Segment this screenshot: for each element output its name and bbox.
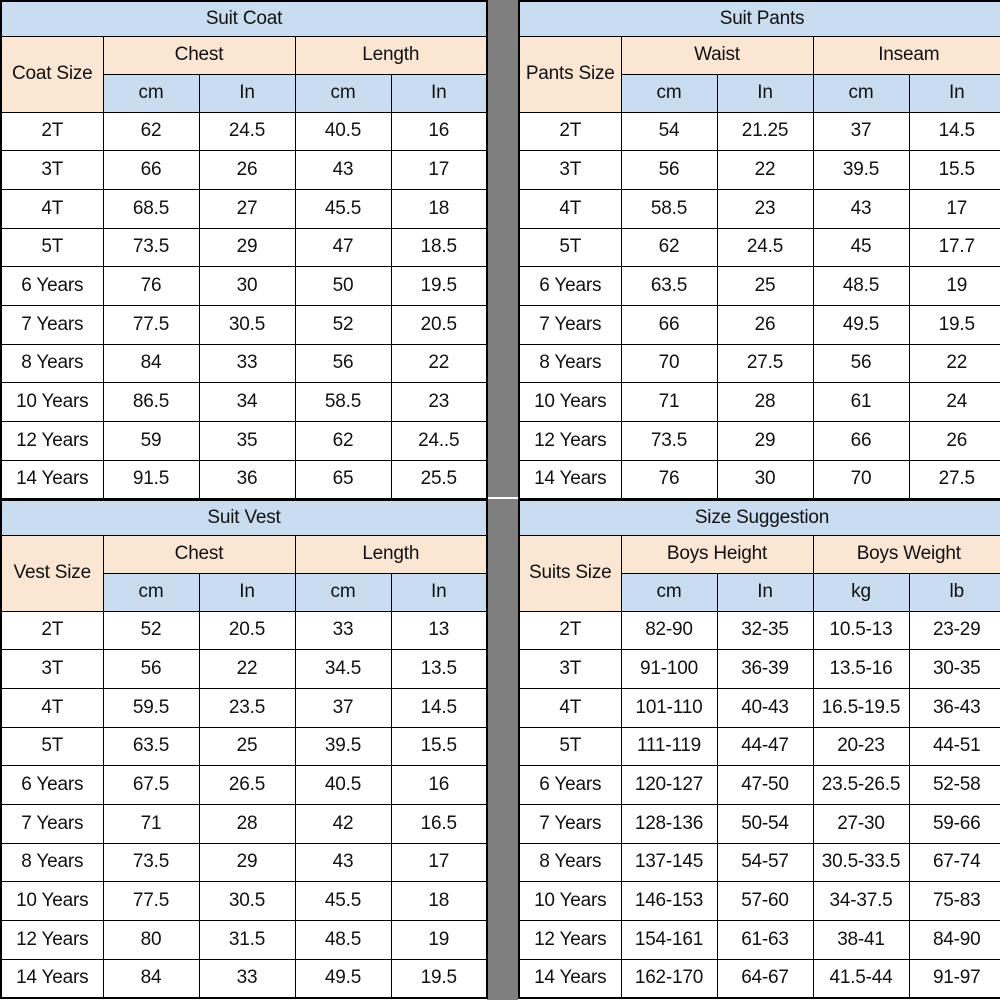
measurement-cell: 63.5 (621, 267, 717, 306)
unit-header: cm (103, 74, 199, 112)
measurement-cell: 36 (199, 460, 295, 499)
size-label-cell: 10 Years (1, 383, 103, 422)
measurement-cell: 59-66 (909, 804, 1000, 843)
unit-header: In (909, 74, 1000, 112)
size-label-cell: 3T (1, 650, 103, 689)
group-header-row (1, 36, 487, 74)
measurement-cell: 56 (295, 344, 391, 383)
measurement-cell: 62 (621, 228, 717, 267)
table-row (519, 959, 1000, 998)
measurement-cell: 14.5 (391, 688, 487, 727)
measurement-cell: 49.5 (295, 959, 391, 998)
measurement-cell: 77.5 (103, 882, 199, 921)
measurement-cell: 45 (813, 228, 909, 267)
measurement-cell: 30 (199, 267, 295, 306)
measurement-cell: 29 (199, 843, 295, 882)
size-label-cell: 5T (519, 727, 621, 766)
measurement-cell: 162-170 (621, 959, 717, 998)
table-row (1, 344, 487, 383)
measurement-cell: 33 (199, 959, 295, 998)
measurement-cell: 25 (199, 727, 295, 766)
table-row (1, 650, 487, 689)
measurement-cell: 16.5-19.5 (813, 688, 909, 727)
table-title: Suit Pants (519, 1, 1000, 36)
unit-header: lb (909, 573, 1000, 611)
measurement-cell: 59 (103, 422, 199, 461)
measurement-cell: 48.5 (813, 267, 909, 306)
measurement-cell: 39.5 (813, 151, 909, 190)
measurement-cell: 27.5 (717, 344, 813, 383)
table-row (1, 804, 487, 843)
measurement-cell: 61 (813, 383, 909, 422)
unit-header: In (717, 74, 813, 112)
table-title: Suit Coat (1, 1, 487, 36)
size-suggestion-table (518, 499, 1000, 999)
measurement-group-header: Length (295, 535, 487, 573)
size-label-cell: 10 Years (519, 882, 621, 921)
measurement-cell: 62 (295, 422, 391, 461)
measurement-cell: 56 (813, 344, 909, 383)
table-row (519, 843, 1000, 882)
measurement-cell: 19.5 (391, 959, 487, 998)
measurement-cell: 19 (391, 921, 487, 960)
table-row (1, 112, 487, 151)
size-label-cell: 2T (1, 611, 103, 650)
unit-header: cm (621, 74, 717, 112)
size-label-cell: 5T (519, 228, 621, 267)
size-label-cell: 4T (519, 688, 621, 727)
measurement-cell: 17 (391, 151, 487, 190)
measurement-group-header: Chest (103, 535, 295, 573)
measurement-cell: 37 (295, 688, 391, 727)
measurement-cell: 50 (295, 267, 391, 306)
measurement-cell: 40-43 (717, 688, 813, 727)
measurement-cell: 73.5 (103, 843, 199, 882)
measurement-cell: 33 (199, 344, 295, 383)
measurement-cell: 70 (621, 344, 717, 383)
measurement-cell: 82-90 (621, 611, 717, 650)
measurement-cell: 63.5 (103, 727, 199, 766)
measurement-cell: 154-161 (621, 921, 717, 960)
suit-coat-table (0, 0, 488, 500)
measurement-cell: 26.5 (199, 766, 295, 805)
table-row (519, 383, 1000, 422)
measurement-cell: 26 (199, 151, 295, 190)
table-row (519, 650, 1000, 689)
measurement-cell: 41.5-44 (813, 959, 909, 998)
measurement-cell: 25 (717, 267, 813, 306)
measurement-cell: 37 (813, 112, 909, 151)
size-label-cell: 5T (1, 228, 103, 267)
measurement-cell: 30.5 (199, 305, 295, 344)
measurement-cell: 50-54 (717, 804, 813, 843)
measurement-cell: 59.5 (103, 688, 199, 727)
measurement-cell: 27 (199, 189, 295, 228)
table-row (519, 460, 1000, 499)
measurement-cell: 16 (391, 766, 487, 805)
measurement-cell: 66 (813, 422, 909, 461)
unit-header: cm (813, 74, 909, 112)
measurement-cell: 13.5-16 (813, 650, 909, 689)
measurement-cell: 137-145 (621, 843, 717, 882)
measurement-cell: 34 (199, 383, 295, 422)
measurement-cell: 26 (717, 305, 813, 344)
measurement-cell: 31.5 (199, 921, 295, 960)
size-label-cell: 4T (519, 189, 621, 228)
measurement-cell: 19 (909, 267, 1000, 306)
measurement-cell: 25.5 (391, 460, 487, 499)
unit-header: cm (621, 573, 717, 611)
measurement-group-header: Length (295, 36, 487, 74)
table-row (519, 112, 1000, 151)
measurement-cell: 56 (621, 151, 717, 190)
measurement-cell: 70 (813, 460, 909, 499)
unit-header: In (199, 74, 295, 112)
measurement-cell: 33 (295, 611, 391, 650)
measurement-cell: 101-110 (621, 688, 717, 727)
measurement-cell: 27.5 (909, 460, 1000, 499)
measurement-cell: 20-23 (813, 727, 909, 766)
measurement-cell: 23.5-26.5 (813, 766, 909, 805)
table-row (1, 882, 487, 921)
size-label-cell: 8 Years (1, 843, 103, 882)
measurement-cell: 17.7 (909, 228, 1000, 267)
measurement-cell: 28 (717, 383, 813, 422)
size-column-header: Suits Size (519, 535, 621, 611)
measurement-cell: 52-58 (909, 766, 1000, 805)
title-row (519, 500, 1000, 535)
measurement-cell: 22 (199, 650, 295, 689)
table-row (519, 189, 1000, 228)
table-row (1, 921, 487, 960)
unit-header: kg (813, 573, 909, 611)
title-row (519, 1, 1000, 36)
table-row (519, 305, 1000, 344)
group-header-row (519, 535, 1000, 573)
table-row (519, 267, 1000, 306)
measurement-cell: 66 (103, 151, 199, 190)
measurement-cell: 62 (103, 112, 199, 151)
measurement-cell: 32-35 (717, 611, 813, 650)
measurement-cell: 65 (295, 460, 391, 499)
measurement-cell: 24.5 (199, 112, 295, 151)
measurement-cell: 34-37.5 (813, 882, 909, 921)
measurement-cell: 28 (199, 804, 295, 843)
size-label-cell: 7 Years (1, 804, 103, 843)
measurement-cell: 36-39 (717, 650, 813, 689)
measurement-cell: 84 (103, 344, 199, 383)
measurement-cell: 30 (717, 460, 813, 499)
measurement-cell: 76 (103, 267, 199, 306)
table-row (519, 882, 1000, 921)
table-row (1, 228, 487, 267)
size-label-cell: 3T (519, 650, 621, 689)
measurement-cell: 17 (909, 189, 1000, 228)
measurement-cell: 146-153 (621, 882, 717, 921)
measurement-cell: 75-83 (909, 882, 1000, 921)
size-label-cell: 12 Years (519, 422, 621, 461)
measurement-cell: 19.5 (909, 305, 1000, 344)
size-label-cell: 10 Years (1, 882, 103, 921)
measurement-cell: 22 (717, 151, 813, 190)
unit-header: cm (295, 573, 391, 611)
measurement-cell: 27-30 (813, 804, 909, 843)
measurement-cell: 120-127 (621, 766, 717, 805)
measurement-cell: 45.5 (295, 189, 391, 228)
measurement-group-header: Waist (621, 36, 813, 74)
table-row (519, 344, 1000, 383)
measurement-cell: 10.5-13 (813, 611, 909, 650)
table-row (519, 727, 1000, 766)
measurement-cell: 58.5 (295, 383, 391, 422)
size-column-header: Vest Size (1, 535, 103, 611)
measurement-cell: 71 (621, 383, 717, 422)
measurement-cell: 40.5 (295, 766, 391, 805)
measurement-cell: 14.5 (909, 112, 1000, 151)
measurement-cell: 66 (621, 305, 717, 344)
measurement-cell: 54 (621, 112, 717, 151)
size-column-header: Coat Size (1, 36, 103, 112)
size-label-cell: 12 Years (519, 921, 621, 960)
measurement-cell: 34.5 (295, 650, 391, 689)
table-row (519, 611, 1000, 650)
measurement-cell: 24.5 (717, 228, 813, 267)
table-row (519, 688, 1000, 727)
measurement-cell: 68.5 (103, 189, 199, 228)
title-row (1, 1, 487, 36)
size-column-header: Pants Size (519, 36, 621, 112)
measurement-cell: 44-51 (909, 727, 1000, 766)
measurement-cell: 44-47 (717, 727, 813, 766)
measurement-group-header: Inseam (813, 36, 1000, 74)
size-label-cell: 6 Years (1, 267, 103, 306)
measurement-cell: 58.5 (621, 189, 717, 228)
measurement-cell: 47-50 (717, 766, 813, 805)
size-label-cell: 7 Years (1, 305, 103, 344)
measurement-cell: 29 (199, 228, 295, 267)
measurement-cell: 18 (391, 189, 487, 228)
measurement-cell: 29 (717, 422, 813, 461)
measurement-cell: 13.5 (391, 650, 487, 689)
measurement-cell: 73.5 (103, 228, 199, 267)
size-label-cell: 14 Years (519, 959, 621, 998)
group-header-row (1, 535, 487, 573)
group-header-row (519, 36, 1000, 74)
table-title: Suit Vest (1, 500, 487, 535)
measurement-cell: 86.5 (103, 383, 199, 422)
measurement-cell: 67.5 (103, 766, 199, 805)
measurement-cell: 77.5 (103, 305, 199, 344)
size-label-cell: 5T (1, 727, 103, 766)
size-label-cell: 7 Years (519, 305, 621, 344)
size-label-cell: 12 Years (1, 921, 103, 960)
size-label-cell: 14 Years (519, 460, 621, 499)
unit-header: cm (103, 573, 199, 611)
table-row (1, 189, 487, 228)
size-label-cell: 14 Years (1, 959, 103, 998)
size-label-cell: 8 Years (1, 344, 103, 383)
size-label-cell: 8 Years (519, 843, 621, 882)
table-row (519, 228, 1000, 267)
measurement-cell: 71 (103, 804, 199, 843)
size-label-cell: 14 Years (1, 460, 103, 499)
measurement-group-header: Chest (103, 36, 295, 74)
measurement-cell: 80 (103, 921, 199, 960)
measurement-cell: 38-41 (813, 921, 909, 960)
measurement-cell: 36-43 (909, 688, 1000, 727)
measurement-cell: 111-119 (621, 727, 717, 766)
measurement-cell: 57-60 (717, 882, 813, 921)
table-row (1, 267, 487, 306)
size-label-cell: 6 Years (519, 267, 621, 306)
title-row (1, 500, 487, 535)
measurement-cell: 17 (391, 843, 487, 882)
measurement-cell: 43 (295, 151, 391, 190)
table-row (519, 766, 1000, 805)
measurement-cell: 24..5 (391, 422, 487, 461)
table-row (1, 422, 487, 461)
measurement-cell: 23 (717, 189, 813, 228)
measurement-cell: 24 (909, 383, 1000, 422)
measurement-cell: 52 (295, 305, 391, 344)
size-label-cell: 2T (1, 112, 103, 151)
table-row (1, 843, 487, 882)
measurement-cell: 15.5 (909, 151, 1000, 190)
measurement-cell: 15.5 (391, 727, 487, 766)
suit-pants-table (518, 0, 1000, 500)
size-label-cell: 3T (1, 151, 103, 190)
measurement-cell: 48.5 (295, 921, 391, 960)
table-row (1, 766, 487, 805)
size-label-cell: 2T (519, 112, 621, 151)
measurement-cell: 21.25 (717, 112, 813, 151)
measurement-cell: 84-90 (909, 921, 1000, 960)
column-gutter (487, 0, 518, 1000)
measurement-cell: 22 (391, 344, 487, 383)
table-row (1, 959, 487, 998)
table-row (519, 804, 1000, 843)
unit-header: In (717, 573, 813, 611)
measurement-cell: 84 (103, 959, 199, 998)
measurement-cell: 91-100 (621, 650, 717, 689)
size-label-cell: 10 Years (519, 383, 621, 422)
measurement-group-header: Boys Weight (813, 535, 1000, 573)
size-label-cell: 12 Years (1, 422, 103, 461)
table-row (1, 305, 487, 344)
measurement-cell: 45.5 (295, 882, 391, 921)
measurement-cell: 30.5 (199, 882, 295, 921)
unit-header: In (391, 573, 487, 611)
size-label-cell: 7 Years (519, 804, 621, 843)
measurement-cell: 40.5 (295, 112, 391, 151)
unit-header: In (391, 74, 487, 112)
measurement-cell: 23 (391, 383, 487, 422)
measurement-cell: 16 (391, 112, 487, 151)
table-row (519, 151, 1000, 190)
measurement-cell: 52 (103, 611, 199, 650)
table-title: Size Suggestion (519, 500, 1000, 535)
measurement-cell: 39.5 (295, 727, 391, 766)
measurement-cell: 49.5 (813, 305, 909, 344)
measurement-cell: 91-97 (909, 959, 1000, 998)
size-label-cell: 4T (1, 688, 103, 727)
table-row (1, 688, 487, 727)
measurement-cell: 43 (295, 843, 391, 882)
measurement-cell: 30-35 (909, 650, 1000, 689)
measurement-cell: 67-74 (909, 843, 1000, 882)
table-row (1, 460, 487, 499)
unit-header: cm (295, 74, 391, 112)
measurement-cell: 18.5 (391, 228, 487, 267)
table-row (1, 151, 487, 190)
measurement-cell: 19.5 (391, 267, 487, 306)
measurement-cell: 76 (621, 460, 717, 499)
measurement-cell: 128-136 (621, 804, 717, 843)
table-row (1, 727, 487, 766)
measurement-cell: 13 (391, 611, 487, 650)
measurement-cell: 20.5 (391, 305, 487, 344)
measurement-cell: 47 (295, 228, 391, 267)
table-row (1, 383, 487, 422)
measurement-cell: 22 (909, 344, 1000, 383)
table-row (1, 611, 487, 650)
unit-header: In (199, 573, 295, 611)
measurement-cell: 61-63 (717, 921, 813, 960)
measurement-cell: 91.5 (103, 460, 199, 499)
measurement-cell: 26 (909, 422, 1000, 461)
measurement-cell: 16.5 (391, 804, 487, 843)
table-row (519, 921, 1000, 960)
measurement-cell: 42 (295, 804, 391, 843)
size-label-cell: 2T (519, 611, 621, 650)
measurement-cell: 30.5-33.5 (813, 843, 909, 882)
measurement-cell: 64-67 (717, 959, 813, 998)
measurement-cell: 23-29 (909, 611, 1000, 650)
size-label-cell: 3T (519, 151, 621, 190)
measurement-cell: 20.5 (199, 611, 295, 650)
measurement-cell: 56 (103, 650, 199, 689)
measurement-cell: 73.5 (621, 422, 717, 461)
measurement-cell: 54-57 (717, 843, 813, 882)
size-label-cell: 4T (1, 189, 103, 228)
size-label-cell: 6 Years (1, 766, 103, 805)
size-label-cell: 8 Years (519, 344, 621, 383)
measurement-group-header: Boys Height (621, 535, 813, 573)
measurement-cell: 43 (813, 189, 909, 228)
measurement-cell: 18 (391, 882, 487, 921)
suit-vest-table (0, 499, 488, 999)
size-label-cell: 6 Years (519, 766, 621, 805)
measurement-cell: 23.5 (199, 688, 295, 727)
table-row (519, 422, 1000, 461)
measurement-cell: 35 (199, 422, 295, 461)
